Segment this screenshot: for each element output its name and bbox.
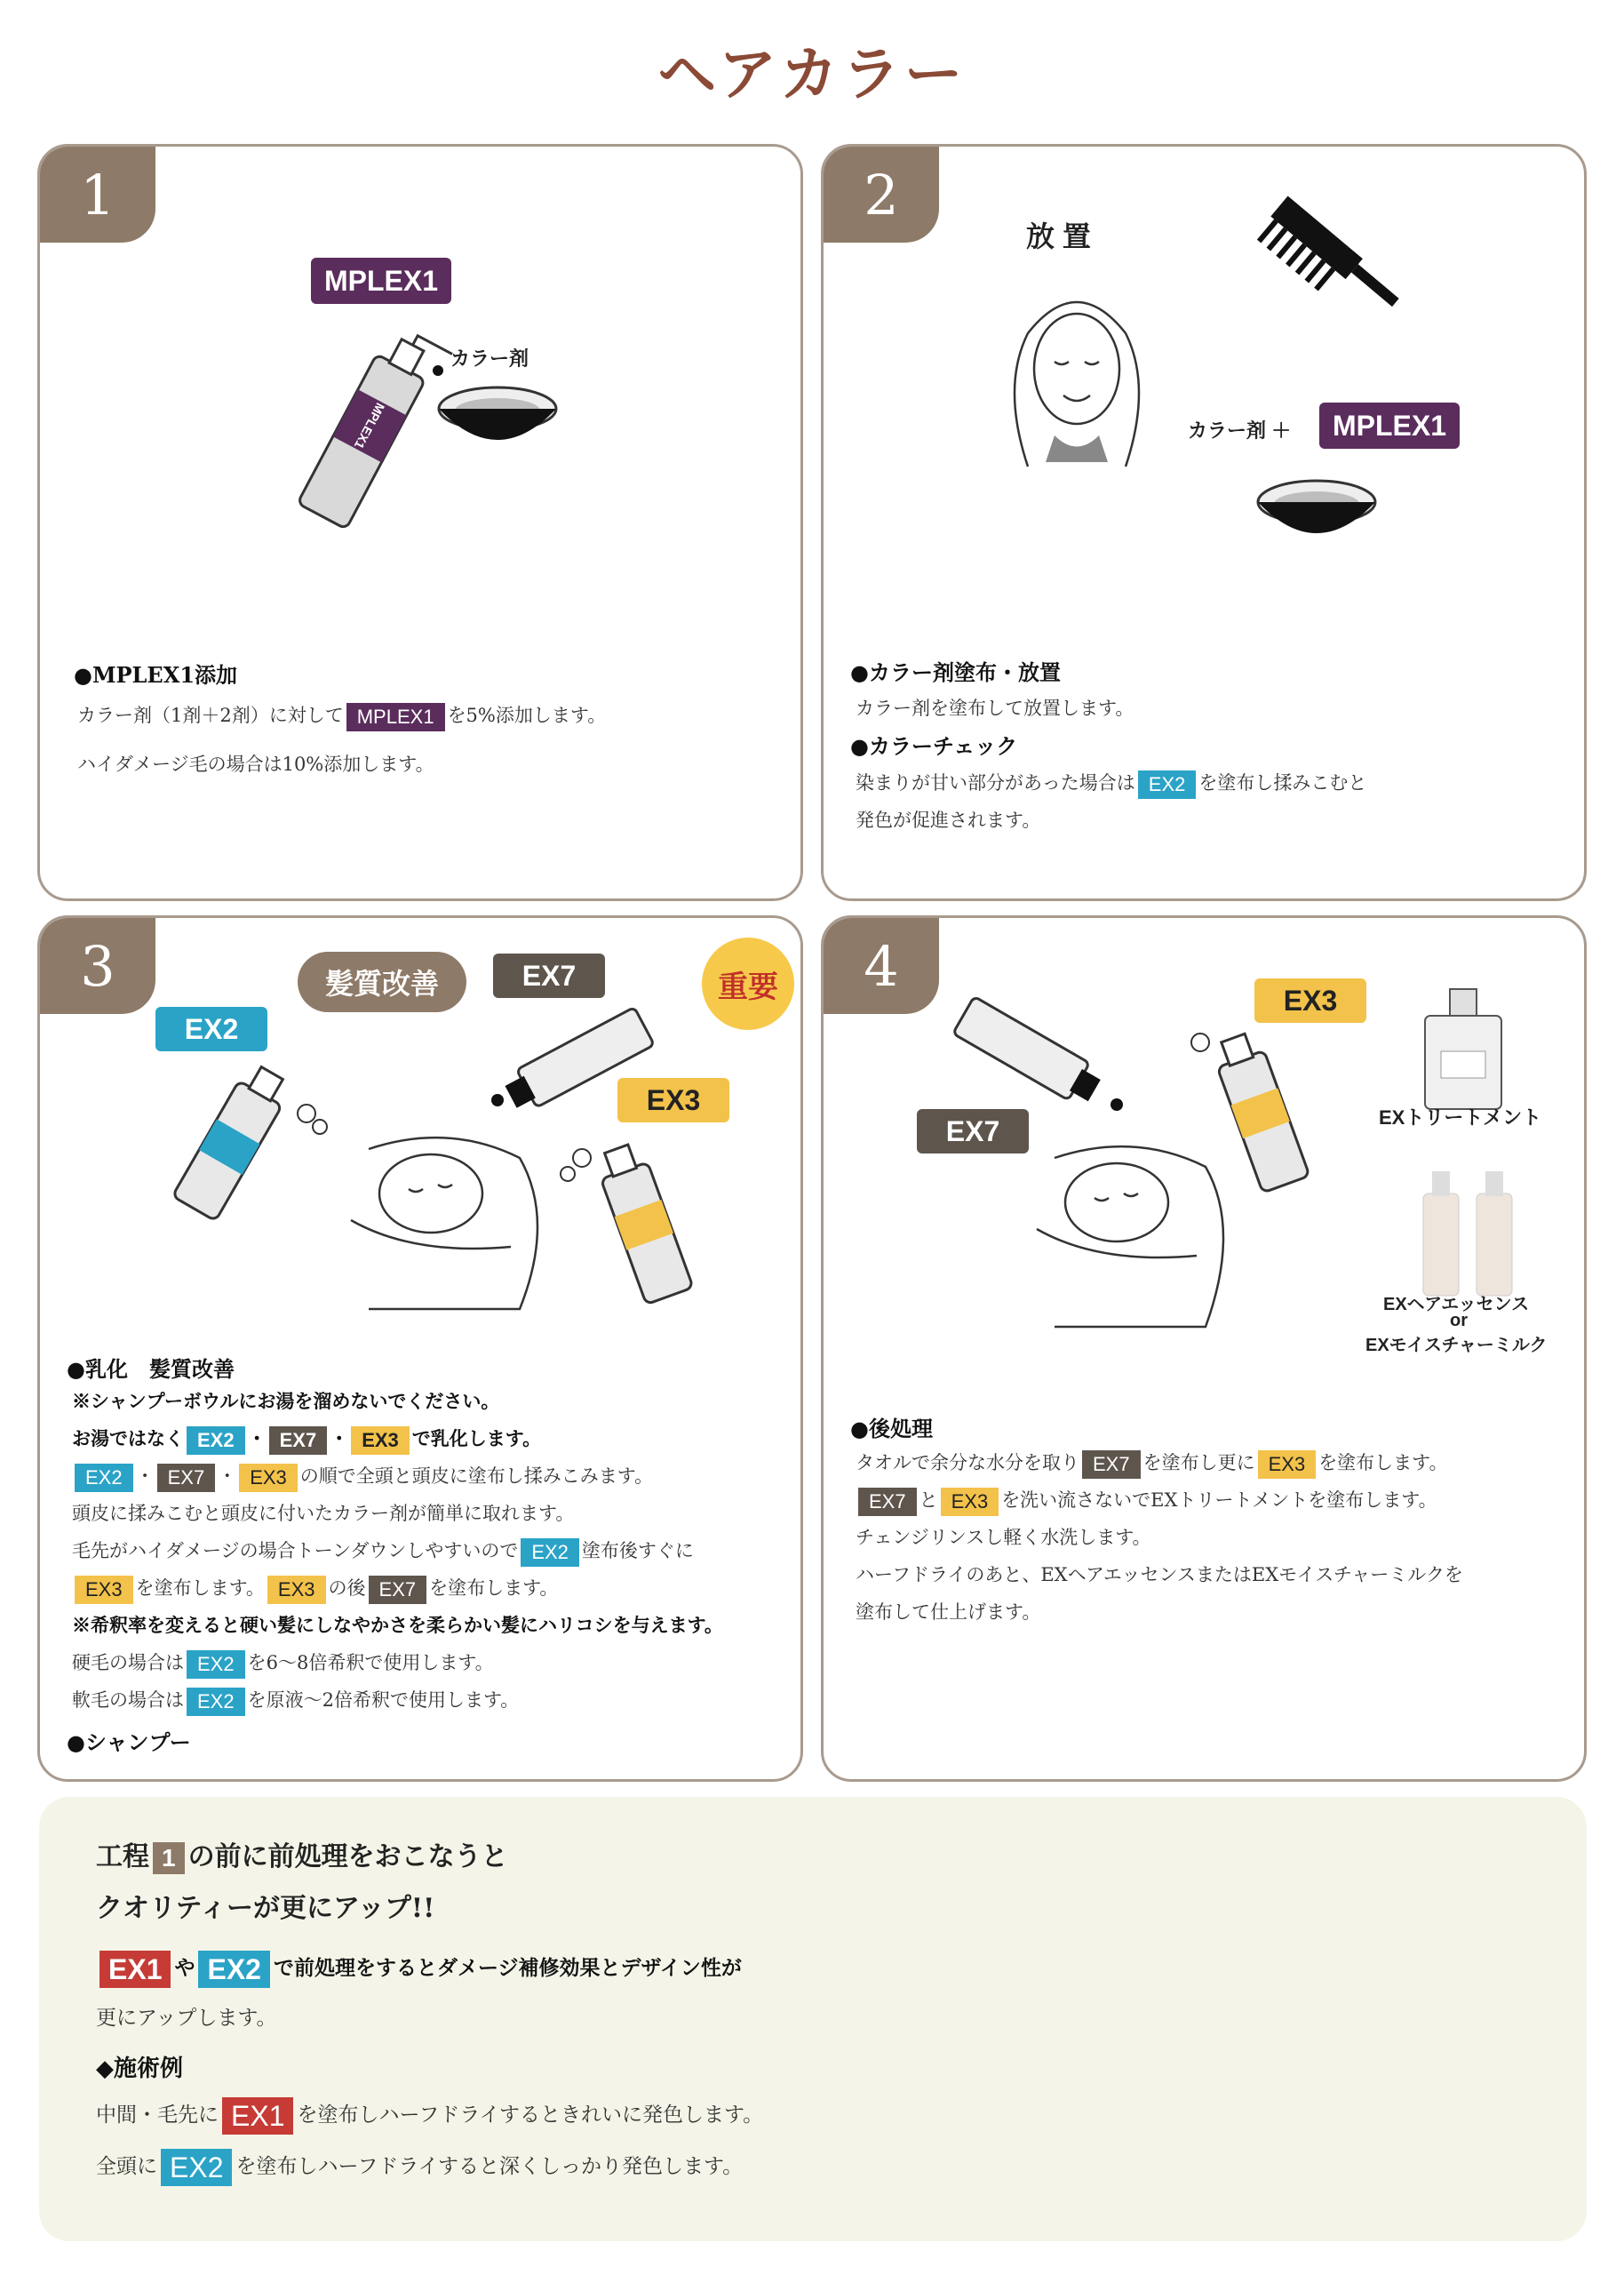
ex2-tag: EX2 — [187, 1688, 245, 1716]
step3-line-2: お湯ではなく EX2 ・ EX7 ・ EX3 で乳化します。 — [72, 1421, 541, 1457]
step2-line-2: 染まりが甘い部分があった場合は EX2 を塗布し揉みこむと — [856, 765, 1366, 801]
color-bowl-icon — [1254, 475, 1379, 555]
treatment-label: EXトリートメント — [1379, 1106, 1542, 1129]
or-label: or — [1450, 1311, 1468, 1330]
step-number: 4 — [824, 918, 939, 1014]
hair-improvement-pill: 髪質改善 — [298, 952, 466, 1012]
formula-text: カラー剤 ＋ — [1188, 419, 1292, 442]
step-4-card — [821, 915, 1587, 1782]
ex7-tag: EX7 — [858, 1488, 917, 1516]
step-number: 2 — [824, 147, 939, 243]
note-line-1: EX1 や EX2 で前処理をするとダメージ補修効果とデザイン性が — [96, 1951, 742, 1988]
ex7-tag: EX7 — [269, 1426, 328, 1455]
shampoo-person-illustration — [1019, 1131, 1250, 1336]
shampoo-heading: ●シャンプー — [67, 1729, 191, 1755]
step-2-card — [821, 144, 1587, 901]
mplex1-bubble: MPLEX1 — [311, 258, 451, 304]
emulsify-heading: ●乳化 髪質改善 — [67, 1356, 235, 1382]
step4-line-1: タオルで余分な水分を取り EX7 を塗布し更に EX3 を塗布します。 — [856, 1445, 1448, 1481]
ex2-tag: EX2 — [187, 1650, 245, 1679]
ex2-bubble: EX2 — [155, 1007, 267, 1051]
note-line-2: 更にアップします。 — [96, 2007, 277, 2030]
step4-line-3: チェンジリンスし軽く水洗します。 — [856, 1527, 1151, 1548]
ex7-bubble: EX7 — [493, 954, 605, 998]
step-1-card — [37, 144, 803, 901]
note-example-heading: ◆施術例 — [96, 2055, 183, 2082]
check-heading: ●カラーチェック — [850, 733, 1018, 759]
note-line-3: 中間・毛先に EX1 を塗布しハーフドライするときれいに発色します。 — [96, 2097, 763, 2135]
step3-line-1: ※シャンプーボウルにお湯を溜めないでください。 — [72, 1390, 500, 1412]
step3-line-4: 頭皮に揉みこむと頭皮に付いたカラー剤が簡単に取れます。 — [72, 1503, 575, 1524]
mplex-heading: ●MPLEX1添加 — [74, 662, 238, 688]
shampoo-person-illustration — [333, 1122, 564, 1318]
milk-label: EXモイスチャーミルク — [1365, 1336, 1548, 1355]
ex2-tag: EX2 — [521, 1538, 579, 1567]
step-number: 3 — [40, 918, 155, 1014]
ex7-tag: EX7 — [1082, 1450, 1141, 1479]
step2-line-1: カラー剤を塗布して放置します。 — [856, 698, 1134, 719]
step3-line-5: 毛先がハイダメージの場合トーンダウンしやすいので EX2 塗布後すぐに — [72, 1533, 694, 1569]
ex3-bubble: EX3 — [1254, 978, 1366, 1023]
ex2-tag: EX2 — [1138, 770, 1197, 799]
ex7-tube-illustration — [935, 998, 1130, 1114]
page-title: ヘアカラー — [657, 39, 967, 108]
ex3-tag: EX3 — [351, 1426, 410, 1455]
ex2-tag: EX2 — [161, 2149, 232, 2186]
ex1-tag: EX1 — [100, 1951, 171, 1988]
ex3-tag: EX3 — [267, 1576, 326, 1604]
step4-line-5: 塗布して仕上げます。 — [856, 1601, 1041, 1623]
pre-treatment-note — [39, 1797, 1587, 2241]
treatment-bottle-icon — [1414, 980, 1512, 1114]
ex3-foam-bottle-illustration — [555, 1122, 733, 1318]
ex2-tag: EX2 — [187, 1426, 245, 1455]
step-3-card — [37, 915, 803, 1782]
ex3-tag: EX3 — [75, 1576, 133, 1604]
apply-heading: ●カラー剤塗布・放置 — [850, 659, 1061, 685]
ex3-tag: EX3 — [1258, 1450, 1317, 1479]
ex7-tube-illustration — [484, 1002, 680, 1118]
ex2-tag: EX2 — [75, 1464, 133, 1492]
step2-line-3: 発色が促進されます。 — [856, 810, 1041, 831]
mplex1-bubble: MPLEX1 — [1319, 403, 1460, 449]
step4-line-4: ハーフドライのあと、EXヘアエッセンスまたはEXモイスチャーミルクを — [856, 1564, 1463, 1585]
essence-bottles-icon — [1414, 1167, 1521, 1300]
after-care-heading: ●後処理 — [850, 1416, 933, 1441]
step3-line-6: EX3 を塗布します。 EX3 の後 EX7 を塗布します。 — [72, 1570, 558, 1606]
step3-line-8: 硬毛の場合は EX2 を6～8倍希釈で使用します。 — [72, 1645, 494, 1680]
essence-label: EXヘアエッセンス — [1383, 1295, 1530, 1314]
important-badge: 重要 — [702, 938, 794, 1030]
color-agent-label: カラー剤 — [450, 347, 529, 370]
step3-line-7: ※希釈率を変えると硬い髪にしなやかさを柔らかい髪にハリコシを与えます。 — [72, 1614, 723, 1636]
color-bowl-icon — [435, 382, 560, 462]
step-1-tag: 1 — [153, 1842, 185, 1874]
svg-text:MPLEX1: MPLEX1 — [351, 400, 388, 451]
ex7-tag: EX7 — [157, 1464, 216, 1492]
woman-face-illustration — [992, 280, 1161, 475]
ex2-tag: EX2 — [198, 1951, 269, 1988]
ex7-bubble: EX7 — [917, 1109, 1029, 1153]
ex2-foam-bottle-illustration — [147, 1051, 324, 1229]
ex3-tag: EX3 — [239, 1464, 298, 1492]
note-line-4: 全頭に EX2 を塗布しハーフドライすると深くしっかり発色します。 — [96, 2149, 743, 2186]
step1-line-2: ハイダメージ毛の場合は10%添加します。 — [77, 754, 434, 775]
leave-label: 放 置 — [1026, 220, 1091, 252]
step3-line-9: 軟毛の場合は EX2 を原液～2倍希釈で使用します。 — [72, 1682, 519, 1718]
step4-line-2: EX7 と EX3 を洗い流さないでEXトリートメントを塗布します。 — [856, 1482, 1437, 1518]
mplex1-tag: MPLEX1 — [346, 703, 445, 731]
ex7-tag: EX7 — [369, 1576, 427, 1604]
comb-brush-icon — [1223, 200, 1365, 351]
ex3-tag: EX3 — [941, 1488, 999, 1516]
mplex1-bottle-illustration — [289, 324, 449, 547]
step1-line-1: カラー剤（1剤＋2剤）に対して MPLEX1 を5%添加します。 — [77, 698, 606, 733]
step3-line-3: EX2 ・ EX7 ・ EX3 の順で全頭と頭皮に塗布し揉みこみます。 — [72, 1458, 653, 1494]
ex3-bubble: EX3 — [617, 1078, 729, 1122]
step-number: 1 — [40, 147, 155, 243]
note-title-2: クオリティーが更にアップ!! — [96, 1893, 435, 1924]
ex1-tag: EX1 — [222, 2097, 293, 2135]
note-title-1: 工程 1 の前に前処理をおこなうと — [96, 1841, 508, 1872]
